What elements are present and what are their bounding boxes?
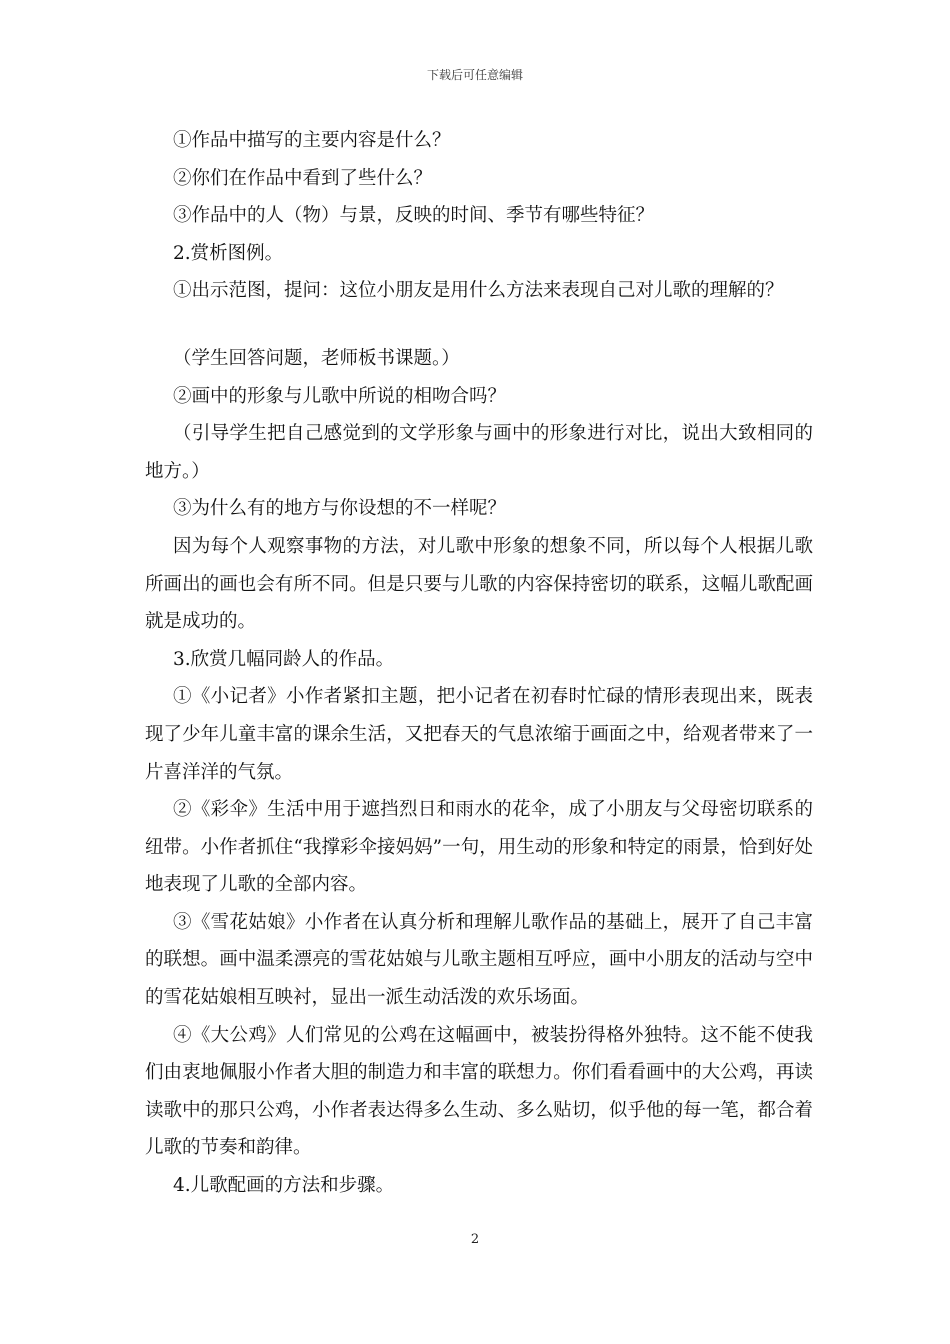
paragraph: ②《彩伞》生活中用于遮挡烈日和雨水的花伞，成了小朋友与父母密切联系的纽带。小作者抓住“我撑彩伞接妈妈”一句，用生动的形象和特定的雨景，恰到好处地表现了儿歌的全部内容。 — [145, 799, 813, 896]
paragraph: ③为什么有的地方与你设想的不一样呢？ — [173, 498, 507, 520]
section-heading: 4.儿歌配画的方法和步骤。 — [173, 1175, 395, 1197]
page-number: 2 — [470, 1232, 480, 1247]
section-heading: 3.欣赏几幅同龄人的作品。 — [173, 648, 395, 670]
paragraph: （引导学生把自己感觉到的文学形象与画中的形象进行对比，说出大致相同的地方。） — [145, 423, 813, 482]
paragraph: ②你们在作品中看到了些什么？ — [173, 167, 433, 189]
blank-line — [145, 310, 813, 340]
paragraph: ④《大公鸡》人们常见的公鸡在这幅画中，被装扮得格外独特。这不能不使我们由衷地佩服小作者大胆的制造力和丰富的联想力。你们看看画中的大公鸡，再读读歌中的那只公鸡，小作者表达得多么生动、多么贴切，似乎他的每一笔，都合着儿歌的节奏和韵律。 — [145, 1024, 813, 1159]
paragraph: （学生回答问题，老师板书课题。） — [173, 347, 460, 369]
section-heading: 2.赏析图例。 — [173, 242, 284, 264]
page-header: 下载后可任意编辑 — [426, 68, 523, 82]
paragraph: ②画中的形象与儿歌中所说的相吻合吗？ — [173, 385, 507, 407]
paragraph: ①出示范图，提问：这位小朋友是用什么方法来表现自己对儿歌的理解的？ — [173, 280, 784, 302]
paragraph: ①作品中描写的主要内容是什么？ — [173, 130, 451, 151]
paragraph: ③《雪花姑娘》小作者在认真分析和理解儿歌作品的基础上，展开了自己丰富的联想。画中温柔漂亮的雪花姑娘与儿歌主题相互呼应，画中小朋友的活动与空中的雪花姑娘相互映衬，显出一派生动活泼的欢乐场面。 — [145, 911, 813, 1009]
paragraph: ③作品中的人（物）与景，反映的时间、季节有哪些特征？ — [173, 205, 655, 227]
document-body — [145, 122, 813, 1205]
paragraph: 因为每个人观察事物的方法，对儿歌中形象的想象不同，所以每个人根据儿歌所画出的画也会有所不同。但是只要与儿歌的内容保持密切的联系，这幅儿歌配画就是成功的。 — [145, 535, 813, 633]
paragraph: ①《小记者》小作者紧扣主题，把小记者在初春时忙碌的情形表现出来，既表现了少年儿童丰富的课余生活，又把春天的气息浓缩于画面之中，给观者带来了一片喜洋洋的气氛。 — [145, 686, 813, 783]
